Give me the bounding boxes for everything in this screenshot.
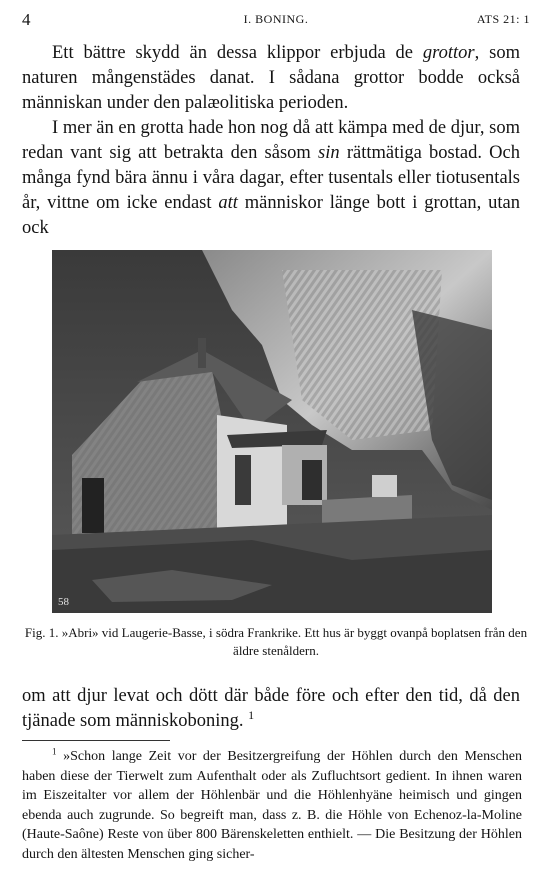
paragraph-3 <box>22 684 520 734</box>
italic-term-att: att <box>218 193 238 213</box>
footnote-paragraph <box>22 747 522 865</box>
footnote-divider <box>22 740 170 741</box>
text-run: I mer än en grotta hade hon nog då att kämpa med de djur, som redan vant sig att betrakta den såsom <box>22 118 520 163</box>
text-run: människor länge bott i grottan, utan ock <box>22 193 520 238</box>
section-title: I. BONING. <box>243 12 309 26</box>
text-run: , som naturen mångenstädes danat. I sådana grottor bodde också människan under den palæolitiska perioden. <box>22 43 520 113</box>
paragraph-2 <box>22 116 520 241</box>
figure-photograph <box>52 250 492 613</box>
italic-term-grottor: grottor <box>422 43 475 63</box>
footnote-marker: 1 <box>52 746 57 757</box>
figure-caption: Fig. 1. »Abri» vid Laugerie-Basse, i södra Frankrike. Ett hus är byggt ovanpå boplatsen från den äldre stenåldern. <box>24 625 528 658</box>
paragraph-1 <box>22 41 520 116</box>
body-text-bottom <box>22 684 520 734</box>
page-number: 4 <box>22 10 31 29</box>
halftone-illustration <box>52 250 492 613</box>
text-run: om att djur levat och dött där både före och efter den tid, då den tjänade som människoboning. <box>22 686 520 731</box>
running-header <box>22 10 530 30</box>
archive-reference: ATS 21: 1 <box>476 12 530 26</box>
plate-number: 58 <box>58 596 69 608</box>
footnote <box>22 747 522 865</box>
footnote-text: »Schon lange Zeit vor der Besitzergreifung der Höhlen durch den Menschen haben diese der Tierwelt zum Aufenthalt oder als Zufluchtsort gedient. In ihnen waren im Eiszeitalter vor allem der Höhlenbär und die Höhlenhyäne heimisch und gingen ebenda auch zugrunde. So begreift man, dass z. B. die Höhle von Echenoz-la-Moline (Haute-Saône) Reste von über 800 Bärenskeletten enthielt. — Die Besitzung der Höhlen durch den ältesten Menschen ging sicher- <box>22 749 522 862</box>
italic-term-sin: sin <box>318 143 340 163</box>
footnote-reference: 1 <box>248 707 255 722</box>
text-run: rättmätiga bostad. Och många fynd bära ännu i våra dagar, efter tusentals eller tiotusentals år, vittne om icke endast <box>22 143 520 213</box>
text-run: Ett bättre skydd än dessa klippor erbjuda de <box>52 43 423 63</box>
body-text-top <box>22 41 520 241</box>
